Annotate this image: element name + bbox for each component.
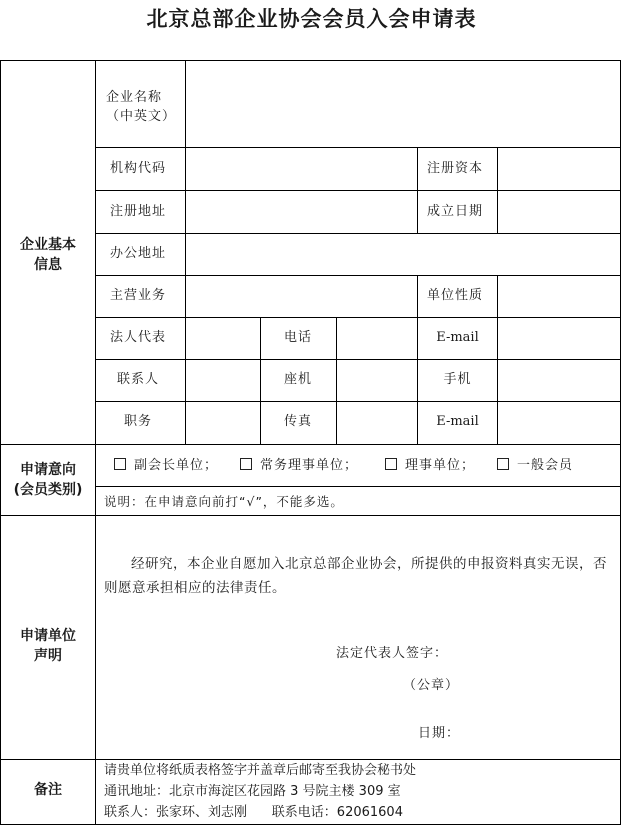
option-label: 一般会员 [517,458,574,473]
seal-label: （公章） [403,678,460,693]
contact-field[interactable] [186,360,260,401]
reg-capital-field[interactable] [498,148,620,190]
column-divider [417,147,418,233]
column-divider [260,317,261,444]
option-vice-president[interactable] [114,458,218,474]
intent-note: 说明：在申请意向前打“√”，不能多选。 [104,494,344,509]
email-field[interactable] [498,318,620,359]
fax-field[interactable] [337,402,417,444]
checkbox[interactable] [114,458,126,470]
signature-field[interactable] [460,640,610,666]
reg-address-field[interactable] [186,191,417,233]
mobile-field[interactable] [498,360,620,401]
date-label: 日期： [418,726,461,741]
label-company-name: 企业名称 （中英文） [106,90,177,124]
label-reg-address: 注册地址 [110,204,167,219]
checkbox[interactable] [385,458,397,470]
table-border-bottom [0,824,621,825]
label-founded-date: 成立日期 [427,204,484,219]
section-label-remarks: 备注 [34,782,62,798]
section-divider [0,444,621,445]
remarks-address: 通讯地址：北京市海淀区花园路 3 号院主楼 309 室 [104,784,401,799]
option-executive-director[interactable] [240,458,358,474]
section-divider [0,515,621,516]
label-mobile: 手机 [443,372,472,387]
main-business-field[interactable] [186,276,417,317]
remarks-line: 请贵单位将纸质表格签字并盖章后邮寄至我协会秘书处 [104,763,417,778]
option-label: 副会长单位； [134,458,219,473]
checkbox[interactable] [240,458,252,470]
row-divider [95,486,621,487]
position-field[interactable] [186,402,260,444]
section-label-basic-info: 企业基本 信息 [20,237,76,273]
label-reg-capital: 注册资本 [427,161,484,176]
remarks-contact: 联系人：张家环、刘志刚 联系电话：62061604 [104,805,403,820]
date-field[interactable] [462,720,612,746]
checkbox[interactable] [497,458,509,470]
legal-rep-field[interactable] [186,318,260,359]
email-field[interactable] [498,402,620,444]
section-divider [0,759,621,760]
section-label-declaration: 申请单位 声明 [20,628,76,664]
label-unit-nature: 单位性质 [427,288,484,303]
option-label: 理事单位； [405,458,476,473]
org-code-field[interactable] [186,148,417,190]
label-legal-rep: 法人代表 [110,330,167,345]
table-border-left [0,60,1,825]
label-fax: 传真 [284,414,313,429]
label-email: E-mail [436,330,479,345]
unit-nature-field[interactable] [498,276,620,317]
label-landline: 座机 [284,372,313,387]
column-divider [95,60,96,825]
label-org-code: 机构代码 [110,161,167,176]
label-main-business: 主营业务 [110,288,167,303]
founded-date-field[interactable] [498,191,620,233]
office-address-field[interactable] [186,234,620,275]
option-director[interactable] [385,458,475,474]
phone-field[interactable] [337,318,417,359]
label-email: E-mail [436,414,479,429]
label-office-address: 办公地址 [110,246,167,261]
label-phone: 电话 [284,330,313,345]
declaration-text: 经研究，本企业自愿加入北京总部企业协会，所提供的申报资料真实无误，否则愿意承担相应的法律责任。 [104,556,607,596]
option-general-member[interactable] [497,458,573,474]
signature-label: 法定代表人签字： [336,646,449,661]
table-border-right [620,60,621,825]
option-label: 常务理事单位； [260,458,359,473]
label-contact: 联系人 [117,372,160,387]
label-position: 职务 [124,414,153,429]
form-title: 北京总部企业协会会员入会申请表 [146,6,477,31]
landline-field[interactable] [337,360,417,401]
company-name-field[interactable] [186,61,620,147]
section-label-intent: 申请意向 (会员类别) [13,462,83,498]
